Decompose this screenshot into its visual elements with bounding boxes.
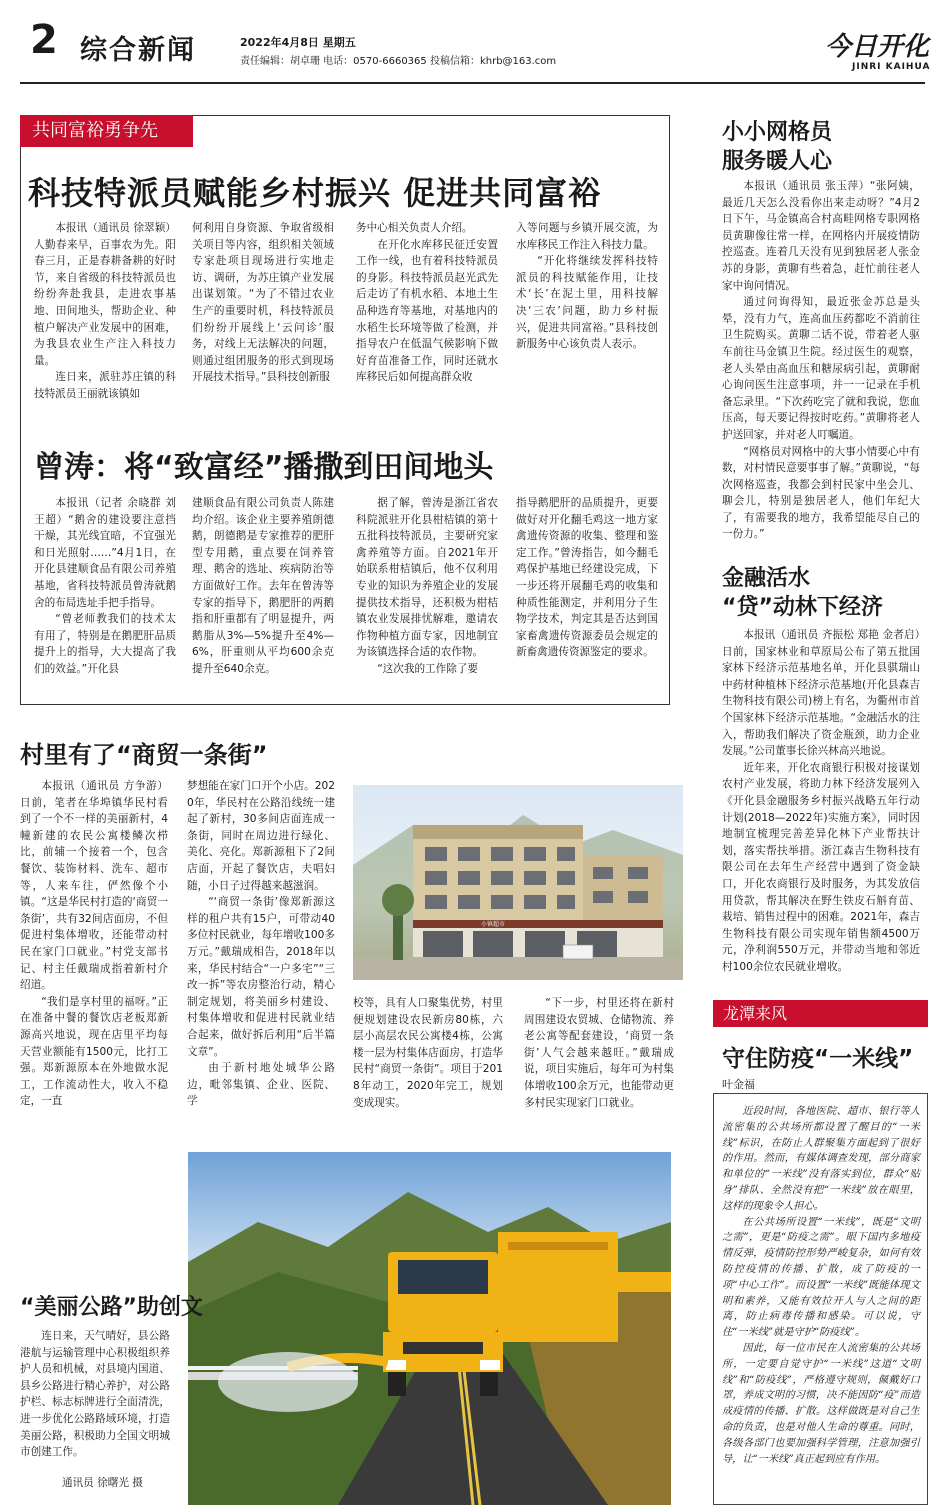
paragraph: 本报讯（通讯员 张玉萍）“张阿姨，最近几天怎么没看你出来走动呀？”4月2日下午，马金镇高合村高畦网格专职网格员黄聊像往常一样，在网格内开展疫情防控巡查。连着几天没有见到独居老人张金苏的身影，黄聊有些着急，赶忙前往老人家中询问情况。 xyxy=(722,180,920,292)
street-col-2 xyxy=(187,778,335,1110)
paragraph: 近年来，开化农商银行积极对接谋划农村产业发展，将助力林下经济发展列入《开化县金融服务乡村振兴战略五年行动计划(2018—2022年)实施方案》，同时因地制宜梳理完善差异化林下产业帮扶计划，落实帮扶举措。浙江森吉生物科技有限公司在去年生产经营中遇到了资金缺口，开化农商银行及时服务，为其发放信用贷款，帮其解决在野生铁皮石斛育苗、栽培、销售过程中的困难。2021年，森吉生物科技有限公司实现年销售额4500万元，净利润550万元，并带动当地和邻近村100余位农民就业增收。 xyxy=(722,761,920,973)
zengtao-headline: 曾涛：将“致富经”播撒到田间地头 xyxy=(34,450,494,485)
grid-headline xyxy=(722,118,832,176)
paragraph: 因此，每一位市民在人流密集的公共场所，一定要自觉守护“一米线”这道“文明线”和“防疫线”，严格遵守规则，佩戴好口罩，养成文明的习惯，决不能因防“疫”而造成疫情的传播、扩散。这样做既是对自己生命的负责，也是对他人生命的尊重。同时，各级各部门也要加强科学管理，注意加强引导，让“一米线”真正起到应有作用。 xyxy=(722,1342,920,1465)
opinion-tag: 龙潭来风 xyxy=(713,1000,928,1027)
road-credit: 通讯员 徐曙光 摄 xyxy=(62,1477,143,1489)
paragraph: “这次我的工作除了要 xyxy=(377,662,479,675)
finance-headline xyxy=(722,564,883,622)
paragraph: “我们是享村里的福呀。”正在准备中餐的餐饮店老板郑新源高兴地说，现在店里平均每天营业额能有1500元，比打工强。郑新源原本在外地做水泥工，工作流动性大，收入不稳定，一直 xyxy=(20,995,168,1108)
road-photo xyxy=(188,1152,671,1505)
zengtao-col-3 xyxy=(356,495,498,678)
feature-col-1 xyxy=(34,220,176,403)
editor-line: 责任编辑：胡卓珊 电话：0570-6660365 投稿信箱：khrb@163.com xyxy=(240,56,557,67)
paragraph: “开化将继续发挥科技特派员的科技赋能作用，让技术‘长’在泥土里，用科技解决‘三农’问题，助力乡村振兴，促进共同富裕。”县科技创新服务中心该负责人表示。 xyxy=(516,255,658,351)
paragraph: 在开化水库移民征迁安置工作一线，也有着科技特派员的身影。科技特派员赵光武先后走访了有机水稻、本地土生品种选育等基地，对基地内的水稻生长环境等做了检测，并指导农户在低温气候影响下做好育苗准备工作，同时还就水库移民后如何提高群众收 xyxy=(356,238,498,384)
grid-headline-l1: 小小网格员 xyxy=(722,120,833,145)
paragraph: 指导鹅肥肝的品质提升，更要做好对开化翻毛鸡这一地方家禽遗传资源的收集、整理和鉴定工作。”曾涛指告，如今翻毛鸡保护基地已经建设完成，下一步还将开展翻毛鸡的收集和种质性能测定，并利用分子生物学技术，判定其是否达到国家畜禽遗传资源委员会规定的新畜禽遗传资源鉴定的要求。 xyxy=(516,497,658,659)
paragraph: 本报讯（通讯员 方争游）日前，笔者在华埠镇华民村看到了一个不一样的美丽新村，4幢新建的农民公寓楼鳞次栉比，前辅一个接着一个，包含餐饮、装饰材料、洗车、超市等，人来车往，俨然像个小镇。“这是华民村打造的‘商贸一条街’，共有32间店面房，不但促进村集体增收，还能带动村民在家门口就业。”村党支部书记、村主任戴瑞成指着新村介绍道。 xyxy=(20,780,168,992)
street-col-3 xyxy=(353,995,503,1111)
paragraph: 梦想能在家门口开个小店。2020年，华民村在公路沿线统一建起了新村，30多间店面连成一条街，同时在周边进行绿化、美化、亮化。郑新源租下了2间店面，开起了餐饮店，夫唱妇随，小日子过得越来越滋润。 xyxy=(187,780,335,892)
grid-body xyxy=(722,178,920,543)
paragraph: 务中心相关负责人介绍。 xyxy=(356,222,473,234)
shop-sign: 小镇超市 xyxy=(481,921,506,928)
paragraph: 近段时间，各地医院、超市、银行等人流密集的公共场所都设置了醒目的“一米线”标识，在防止人群聚集方面起到了很好的作用。然而，有媒体调查发现，部分商家和单位的“一米线”没有落实到位，群众“贴身”排队、全然没有把“一米线”放在眼里，这样的现象令人担心。 xyxy=(722,1106,920,1212)
street-headline: 村里有了“商贸一条街” xyxy=(20,741,268,769)
feature-col-4 xyxy=(516,220,658,353)
zengtao-col-4 xyxy=(516,495,658,661)
opinion-author: 叶金福 xyxy=(722,1078,755,1091)
street-photo xyxy=(353,785,683,980)
masthead xyxy=(0,0,943,74)
paragraph: 本报讯（通讯员 齐振松 郑艳 金者启）日前，国家林业和草原局公布了第五批国家林下经济示范基地名单，开化县骐瑞山中药材种植林下经济示范基地(开化县森吉生物科技有限公司)榜上有名，为衢州市首个国家林下经济示范基地。“金融活水的注入，帮助我们解决了资金瓶颈，助力企业发展。”公司董事长徐兴林高兴地说。 xyxy=(722,629,920,758)
paragraph: “‘商贸一条街’像郑新源这样的租户共有15户，可带动40多位村民就业，每年增收100多万元。”戴瑞成相告，2018年以来，华民村结合“一户多宅”“三改一拆”等农房整治行动，精心制定规划，将美丽乡村建设、村集体增收和促进村民就业结合起来，做好拆后利用“后半篇文章”。 xyxy=(187,896,335,1058)
paragraph: 本报讯（通讯员 徐翠颖）人勤春来早，百事农为先。阳春三月，正是春耕备耕的好时节，来自省级的科技特派员也纷纷奔赴我县，走进农事基地、田间地头，帮助企业、种植户解决产业发展中的困难，为我县农业生产注入科技力量。 xyxy=(34,222,176,367)
paragraph: “下一步，村里还将在新村周围建设农贸城、仓储物流、养老公寓等配套建设，‘商贸一条街’人气会越来越旺。”戴瑞成说，项目实施后，每年可为村集体增收100余万元，也能带动更多村民实现家门口就业。 xyxy=(524,997,674,1109)
paragraph: 连日来，天气晴好，县公路港航与运输管理中心积极组织养护人员和机械，对县境内国道、县乡公路进行精心养护，对公路护栏、标志标牌进行全面清洗，进一步优化公路路域环境，打造美丽公路，积极助力全国文明城市创建工作。 xyxy=(20,1330,170,1459)
feature-col-2 xyxy=(192,220,334,386)
street-col-1 xyxy=(20,778,168,1110)
paragraph: 连日来，派驻苏庄镇的科技特派员王丽就该镇如 xyxy=(34,371,176,400)
opinion-headline: 守住防疫“一米线” xyxy=(722,1046,914,1072)
zengtao-col-2 xyxy=(192,495,334,678)
paragraph: 据了解，曾涛是浙江省农科院派驻开化县柑桔镇的第十五批科技特派员，主要研究家禽养殖等方面。自2021年开始联系柑桔镇后，他不仅利用专业的知识为养殖企业的发展提供技术指导，还积极为柑桔镇农业发展排忧解难，邀请农作物种植方面专家，因地制宜为该镇选择合适的农作物。 xyxy=(356,497,498,659)
feature-headline: 科技特派员赋能乡村振兴 促进共同富裕 xyxy=(28,174,602,212)
zengtao-col-1 xyxy=(34,495,176,678)
paragraph: 入等问题与乡镇开展交流，为水库移民工作注入科技力量。 xyxy=(516,222,658,251)
paragraph: 何利用自身资源、争取省级相关项目等内容，组织相关领域专家赴项目现场进行实地走访、调研，为苏庄镇产业发展出谋划策。“为了不错过农业生产的重要时机，科技特派员们纷纷开展线上‘云问诊’服务，对线上无法解决的问题，则通过组团服务的形式到现场开展技术指导。”县科技创新服 xyxy=(192,222,334,384)
finance-headline-l1: 金融活水 xyxy=(722,566,811,591)
paragraph: 建顺食品有限公司负责人陈建均介绍。该企业主要养殖朗德鹅，朗德鹅是专家推荐的肥肝型专用鹅，重点要在饲养管理、鹅舍的选址、疾病防治等方面做好工作。去年在曾涛等专家的指导下，鹅肥肝的两鹅指和肝重都有了明显提升，两鹅脂从3%—5%提升至4%—6%，肝重则从平均600余克提升至640余克。 xyxy=(192,497,334,675)
road-body xyxy=(20,1328,170,1461)
paragraph: 在公共场所设置“一米线”，既是“文明之需”，更是“防疫之需”。眼下国内多地疫情反弹，疫情防控形势严峻复杂，如何有效防控疫情的传播、扩散，成了防疫的一项“中心工作”。而设置“一米线”既能体现文明和素养，又能有效拉开人与人之间的距离，防止病毒传播和感染。可以说，守住“一米线”就是守护“防疫线”。 xyxy=(722,1216,920,1339)
date-line: 2022年4月8日 星期五 xyxy=(240,36,356,49)
feature-tag: 共同富裕勇争先 xyxy=(20,115,193,147)
road-headline: “美丽公路”助创文 xyxy=(20,1295,203,1320)
paragraph: “曾老师教我们的技术太有用了，特别是在鹅肥肝品质提升上的指导，大大提高了我们的效益。”开化县 xyxy=(34,613,176,675)
page-number: 2 xyxy=(30,17,58,63)
masthead-rule xyxy=(20,82,925,84)
paragraph: 校等，具有人口聚集优势，村里便规划建设农民新房80栋，六层小高层农民公寓楼4栋，公寓楼一层为村集体店面房，打造华民村“商贸一条街”。项目于2018年动工，2020年完工，规划变成现实。 xyxy=(353,997,503,1109)
finance-headline-l2: “贷”动林下经济 xyxy=(722,595,883,620)
logo-cn: 今日开化 xyxy=(825,32,930,62)
street-photo-illustration xyxy=(353,785,683,980)
section-title: 综合新闻 xyxy=(80,35,196,66)
street-col-4 xyxy=(524,995,674,1111)
road-photo-illustration xyxy=(188,1152,671,1505)
logo-en: JINRI KAIHUA xyxy=(852,62,931,72)
paragraph: 由于新村地处城华公路边，毗邻集镇、企业、医院、学 xyxy=(187,1062,335,1108)
paragraph: 本报讯（记者 余晓群 刘王超）“鹅舍的建设要注意挡干燥，其光线宜暗，不宜强光和日光照射……”4月1日，在开化县建顺食品有限公司养殖基地，省科技特派员曾涛就鹅舍的布局选址手把手指导。 xyxy=(34,497,176,609)
finance-body xyxy=(722,627,920,975)
feature-col-3 xyxy=(356,220,498,386)
opinion-body xyxy=(722,1104,920,1467)
paragraph: 通过问询得知，最近张金苏总是头晕，没有力气，连高血压药都吃不消前往卫生院购买。黄聊二话不说，带着老人驱车前往马金镇卫生院。经过医生的观察，老人头晕由高血压和糖尿病引起，黄聊耐心询问医生注意事项，并一一记录在手机备忘录里。“下次药吃完了就和我说，您血压高，每天要记得按时吃药。”黄聊将老人护送回家，并对老人叮嘱道。 xyxy=(722,296,920,441)
paragraph: “网格员对网格中的大事小情要心中有数，对村情民意要事事了解。”黄聊说，“每次网格巡查，我都会到村民家中坐会儿、聊会儿，特别是独居老人，他们年纪大了，有需要我的地方，我希望能尽自己的一份力。” xyxy=(722,445,920,541)
grid-headline-l2: 服务暖人心 xyxy=(722,149,833,174)
